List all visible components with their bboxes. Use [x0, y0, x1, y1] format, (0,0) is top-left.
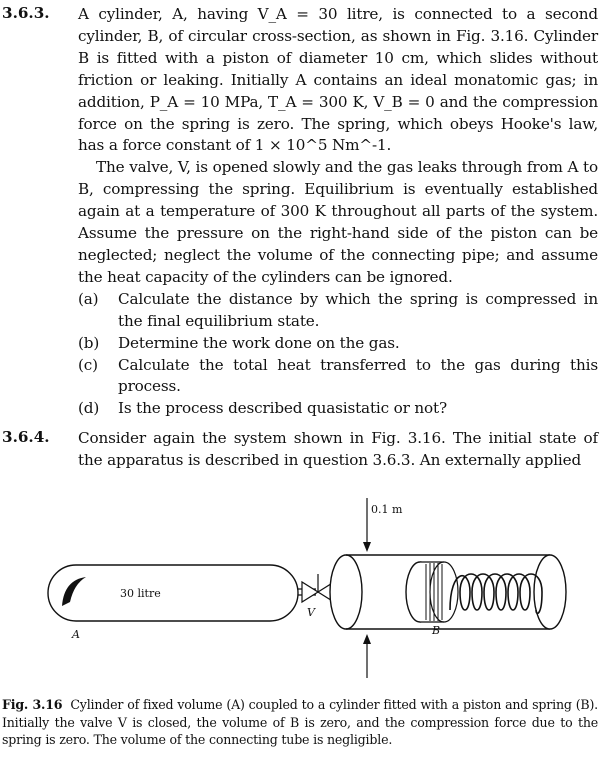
problem-body	[78, 428, 598, 472]
item-label: (c)	[78, 355, 98, 374]
question-item-a	[78, 289, 598, 333]
valve-label: V	[307, 606, 315, 619]
item-text: Determine the work done on the gas.	[118, 333, 400, 352]
item-label: (d)	[78, 399, 100, 418]
question-item-c	[78, 355, 598, 399]
tank-a	[48, 565, 298, 621]
piston-body	[420, 562, 444, 622]
spring-icon	[450, 574, 542, 613]
tank-a-highlight	[62, 577, 86, 606]
figure-caption	[2, 696, 598, 749]
item-text: Is the process described quasistatic or not?	[118, 399, 448, 418]
item-label: (a)	[78, 289, 99, 308]
problem-paragraph-1: A cylinder, A, having V_A = 30 litre, is connected to a second cylinder, B, of circular cross-section, as shown in Fig. 3.16. Cylinder B is fitted with a piston of diameter 10 cm, which slides without friction or leaking. Initially A contains an ideal monatomic gas; in addition, P_A = 10 MPa, T_A = 300 K, V_B = 0 and the compression force on the spring is zero. The spring, which obeys Hooke's law, has a force constant of 1 × 10^5 Nm^-1.	[78, 5, 598, 155]
valve-icon	[302, 582, 318, 602]
cylinder-b-left-cap	[330, 555, 362, 629]
caption-label: Fig. 3.16	[2, 697, 63, 712]
scale-label: 0.1 m	[371, 503, 403, 516]
item-text: Calculate the distance by which the spring is compressed in the final equilibrium state.	[118, 289, 598, 330]
problem-number: 3.6.3.	[2, 4, 50, 22]
figure-3-16-diagram	[20, 498, 590, 678]
item-text: Calculate the total heat transferred to the gas during this process.	[118, 355, 598, 396]
tank-label: 30 litre	[120, 587, 161, 600]
caption-text: Cylinder of fixed volume (A) coupled to a cylinder fitted with a piston and spring (B). Initially the valve V is closed, the volume of B is zero, and the compression force due to the spring is zero. The volume of the connecting tube is negligible.	[2, 697, 598, 748]
problem-body	[78, 4, 598, 420]
problem-paragraph: Consider again the system shown in Fig. 3.16. The initial state of the apparatus is described in question 3.6.3. An externally applied	[78, 429, 598, 469]
scale-arrow-top	[363, 542, 371, 552]
problem-number: 3.6.4.	[2, 428, 50, 446]
label-b: B	[432, 624, 441, 637]
item-label: (b)	[78, 333, 100, 352]
problem-paragraph-2: The valve, V, is opened slowly and the gas leaks through from A to B, compressing the spring. Equilibrium is eventually established again at a temperature of 300 K throughout all parts of the system. Assume the pressure on the right-hand side of the piston can be neglected; neglect the volume of the connecting pipe; and assume the heat capacity of the cylinders can be ignored.	[78, 158, 598, 286]
cylinder-b-right-cap	[534, 555, 566, 629]
question-item-d	[78, 398, 598, 420]
question-item-b	[78, 333, 598, 355]
label-a: A	[72, 628, 80, 641]
